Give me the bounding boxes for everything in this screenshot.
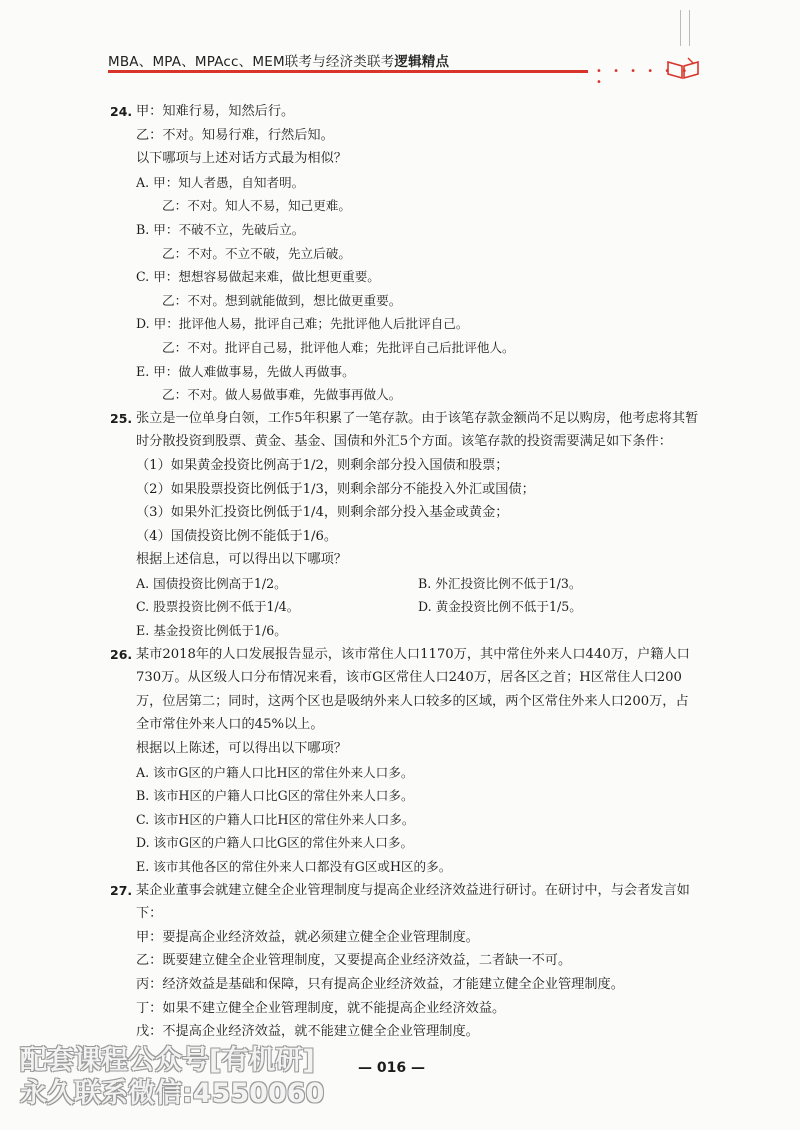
question-prompt: 以下哪项与上述对话方式最为相似？ — [136, 151, 347, 167]
question-number: 25. — [110, 410, 133, 426]
header-title-main: MBA、MPA、MPAcc、MEM联考与经济类联考 — [108, 54, 395, 70]
statement-bing: 丙：经济效益是基础和保障，只有提高企业经济效益，才能建立健全企业管理制度。 — [136, 976, 624, 992]
question-stem: 某市2018年的人口发展报告显示，该市常住人口1170万，其中常住外来人口440万，户籍人口730万。从区级人口分布情况来看，该市G区常住人口240万，居各区之首；H区常住人口200万，位居第二；同时，这两个区也是吸纳外来人口较多的区域，两个区常住外来人口200万，占全市常住外来人口的45%以上。 — [136, 646, 690, 733]
option-d: D. 黄金投资比例不低于1/5。 — [418, 599, 582, 615]
header-title-bold: 逻辑精点 — [394, 54, 450, 70]
question-24 — [110, 100, 700, 407]
option-a: A. 甲：知人者愚，自知者明。 — [136, 174, 305, 190]
statement-ding: 丁：如果不建立健全企业管理制度，就不能提高企业经济效益。 — [136, 1000, 506, 1016]
condition-3: （3）如果外汇投资比例低于1/4，则剩余部分投入基金或黄金； — [136, 505, 509, 521]
question-line: 乙：不对。知易行难，行然后知。 — [136, 127, 334, 143]
watermark-line-2: 永久联系微信:4550060 — [20, 1078, 325, 1109]
option-b: B. 外汇投资比例不低于1/3。 — [418, 575, 582, 591]
question-number: 24. — [110, 104, 133, 119]
question-stem: 张立是一位单身白领，工作5年积累了一笔存款。由于该笔存款金额尚不足以购房，他考虑将其暂时分散投资到股票、黄金、基金、国债和外汇5个方面。该笔存款的投资需要满足如下条件： — [136, 410, 699, 450]
option-d-reply: 乙：不对。批评自己易，批评他人难；先批评自己后批评他人。 — [162, 339, 515, 355]
option-e: E. 甲：做人难做事易，先做人再做事。 — [136, 363, 355, 379]
option-a: A. 该市G区的户籍人口比H区的常住外来人口多。 — [136, 764, 414, 780]
question-number: 26. — [110, 646, 133, 662]
options-row — [136, 595, 700, 619]
question-27 — [110, 879, 700, 1044]
page-number: — 016 — — [358, 1060, 425, 1076]
option-d: D. 该市G区的户籍人口比G区的常住外来人口多。 — [136, 835, 414, 851]
question-prompt: 根据上述信息，可以得出以下哪项？ — [136, 552, 347, 568]
option-d: D. 甲：批评他人易，批评自己难；先批评他人后批评自己。 — [136, 316, 469, 332]
option-c: C. 甲：想想容易做起来难，做比想更重要。 — [136, 269, 380, 285]
condition-1: （1）如果黄金投资比例高于1/2，则剩余部分投入国债和股票； — [136, 457, 509, 473]
option-a: A. 国债投资比例高于1/2。 — [136, 575, 287, 591]
option-a-reply: 乙：不对。知人不易，知己更难。 — [162, 198, 351, 214]
bookmark-tab — [680, 10, 690, 46]
statement-yi: 乙：既要建立健全企业管理制度，又要提高企业经济效益，二者缺一不可。 — [136, 953, 572, 969]
book-icon — [666, 56, 700, 80]
options-row — [136, 572, 700, 596]
watermark — [20, 1044, 324, 1110]
question-prompt: 根据以上陈述，可以得出以下哪项？ — [136, 741, 347, 757]
option-b: B. 该市H区的户籍人口比G区的常住外来人口多。 — [136, 788, 414, 804]
question-26 — [110, 643, 700, 879]
option-b-reply: 乙：不对。不立不破，先立后破。 — [162, 245, 351, 261]
question-25 — [110, 407, 700, 643]
condition-4: （4）国债投资比例不能低于1/6。 — [136, 528, 338, 544]
option-e: E. 该市其他各区的常住外来人口都没有G区或H区的多。 — [136, 859, 452, 874]
question-number: 27. — [110, 882, 133, 898]
option-c-reply: 乙：不对。想到就能做到，想比做更重要。 — [162, 292, 402, 308]
page-header — [108, 42, 708, 90]
condition-2: （2）如果股票投资比例低于1/3，则剩余部分不能投入外汇或国债； — [136, 481, 535, 497]
question-stem: 某企业董事会就建立健全企业管理制度与提高企业经济效益进行研讨。在研讨中，与会者发言如下： — [136, 882, 690, 922]
header-title — [108, 50, 449, 70]
option-e: E. 基金投资比例低于1/6。 — [136, 623, 287, 639]
option-b: B. 甲：不破不立，先破后立。 — [136, 221, 305, 237]
header-rule — [108, 70, 588, 73]
statement-wu: 戊：不提高企业经济效益，就不能建立健全企业管理制度。 — [136, 1024, 479, 1040]
page-content — [110, 100, 700, 1044]
watermark-line-1: 配套课程公众号[有机研] — [20, 1045, 315, 1076]
option-c: C. 该市H区的户籍人口比H区的常住外来人口多。 — [136, 811, 415, 827]
question-line: 甲：知难行易，知然后行。 — [136, 104, 295, 119]
option-e-reply: 乙：不对。做人易做事难，先做事再做人。 — [162, 387, 402, 403]
header-dots: • • • • • • • — [596, 66, 692, 88]
statement-jia: 甲：要提高企业经济效益，就必须建立健全企业管理制度。 — [136, 929, 479, 945]
option-c: C. 股票投资比例不低于1/4。 — [136, 599, 300, 615]
